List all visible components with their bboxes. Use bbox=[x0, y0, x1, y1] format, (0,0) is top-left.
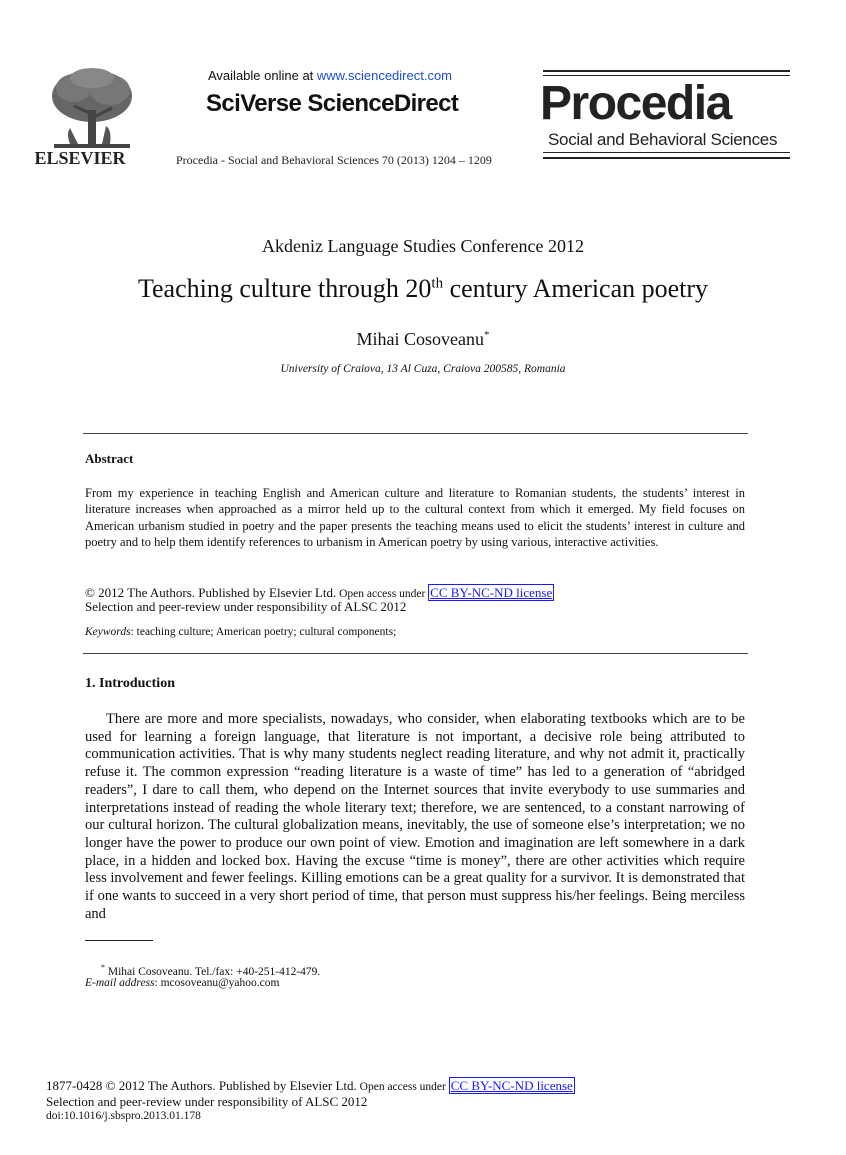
platform-logo: SciVerse ScienceDirect bbox=[206, 90, 459, 117]
sciencedirect-link[interactable]: www.sciencedirect.com bbox=[316, 68, 453, 83]
footnote-contact: * Mihai Cosoveanu. Tel./fax: +40-251-412-479. bbox=[101, 963, 321, 978]
journal-logo-rule bbox=[543, 157, 790, 159]
footnote-rule bbox=[85, 940, 153, 941]
journal-logo-rule bbox=[543, 70, 790, 72]
divider bbox=[83, 433, 748, 434]
journal-logo-rule bbox=[543, 152, 790, 153]
intro-paragraph: There are more and more specialists, nowadays, who consider, when elaborating textbooks which are to be used for learning a foreign language, that literature is not important, a decisive role being attributed to communication activities. That is why many students neglect reading literature, and why not admit it, practically refuse it. The common expression “reading literature is a waste of time” has led to a generation of “abridged readers”, I dare to call them, who depend on the Internet sources that invite everybody to use summaries and interpretations instead of reading the whole literary text; therefore, we are sentenced, to a constant narrowing of our cultural horizon. The cultural globalization means, inevitably, the use of someone else’s interpretation; we no longer have the power to produce our own point of view. Emotion and imagination are left somewhere in a dark place, in a hidden and locked box. Having the excuse “time is money”, there are other activities which require less involvement and fewer feelings. Killing emotions can be a great quality for a survivor. It is demonstrated that if one wants to succeed in a very short period of time, that person must suppress his/her feelings. Being merciless and bbox=[85, 711, 745, 922]
footnote-email: E-mail address: mcosoveanu@yahoo.com bbox=[85, 977, 280, 989]
abstract-body: From my experience in teaching English and American culture and literature to Romanian students, the students’ interest in literature increases when approached as a mirror held up to the cultural context from which it emerged. My field focuses on American urbanism studied in poetry and the paper presents the teaching means used to elicit the students’ interest in culture and poetry and to help them identify references to urbanism in American poetry by using various, interactive activities. bbox=[85, 486, 745, 549]
copyright-line: © 2012 The Authors. Published by Elsevier Ltd. Open access under CC BY-NC-ND license bbox=[85, 585, 553, 600]
footer-peer-review: Selection and peer-review under responsibility of ALSC 2012 bbox=[46, 1094, 368, 1109]
section-heading: 1. Introduction bbox=[85, 676, 175, 691]
footer-license-link[interactable]: CC BY-NC-ND license bbox=[450, 1078, 573, 1093]
license-link[interactable]: CC BY-NC-ND license bbox=[430, 585, 553, 600]
journal-logo-subtitle: Social and Behavioral Sciences bbox=[548, 130, 778, 149]
author-name: Mihai Cosoveanu* bbox=[356, 329, 490, 349]
availability-prefix: Available online at bbox=[208, 68, 317, 83]
footer-doi: doi:10.1016/j.sbspro.2013.01.178 bbox=[46, 1110, 201, 1122]
author-footnote-mark[interactable]: * bbox=[484, 329, 490, 341]
journal-citation: Procedia - Social and Behavioral Sciences 70 (2013) 1204 – 1209 bbox=[176, 153, 492, 167]
keywords: Keywords: teaching culture; American poetry; cultural components; bbox=[85, 626, 397, 638]
peer-review-line: Selection and peer-review under responsibility of ALSC 2012 bbox=[85, 599, 407, 614]
availability-line bbox=[208, 68, 452, 83]
journal-logo-name: Procedia bbox=[540, 77, 731, 130]
conference-name: Akdeniz Language Studies Conference 2012 bbox=[262, 236, 584, 256]
abstract-heading: Abstract bbox=[85, 451, 134, 466]
divider bbox=[83, 653, 748, 654]
footer-copyright: 1877-0428 © 2012 The Authors. Published by Elsevier Ltd. Open access under CC BY-NC-ND license bbox=[46, 1078, 573, 1093]
paper-title: Teaching culture through 20th century American poetry bbox=[137, 274, 709, 303]
publisher-wordmark: ELSEVIER bbox=[34, 148, 126, 168]
author-affiliation: University of Craiova, 13 Al Cuza, Craiova 200585, Romania bbox=[280, 363, 566, 375]
